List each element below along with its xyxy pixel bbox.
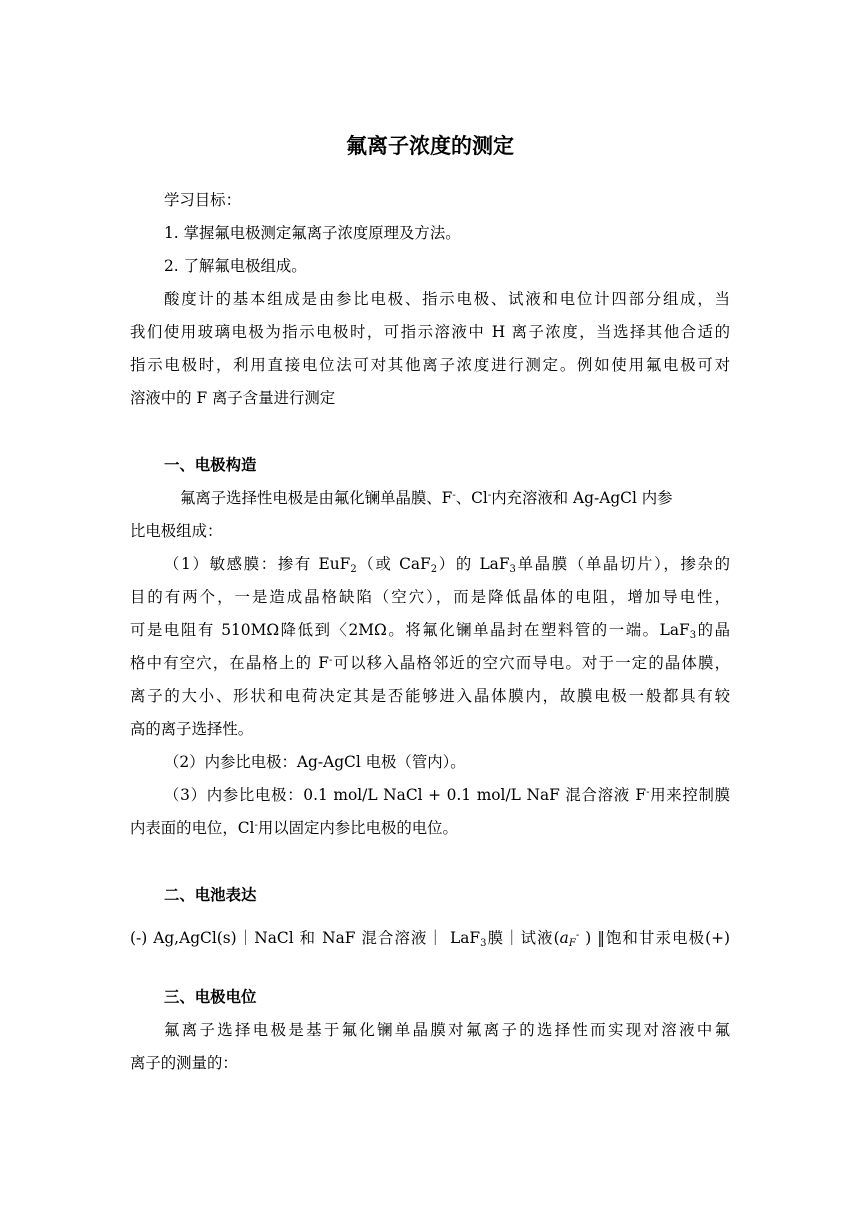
paragraph-line: 内表面的电位，Cl-用以固定内参比电极的电位。	[130, 819, 458, 837]
intro-line: 酸度计的基本组成是由参比电极、指示电极、试液和电位计四部分组成，当	[164, 290, 730, 308]
paragraph-line: 氟离子选择电极是基于氟化镧单晶膜对氟离子的选择性而实现对溶液中氟	[164, 1021, 730, 1039]
paragraph-line: 比电极组成：	[130, 522, 223, 540]
paragraph-line: 可是电阻有 510MΩ降低到〈2MΩ。将氟化镧单晶封在塑料管的一端。LaF$_3$的晶	[130, 621, 730, 641]
section-heading: 二、电池表达	[164, 886, 257, 904]
objectives-heading: 学习目标：	[164, 191, 241, 209]
intro-line: 溶液中的 F 离子含量进行测定	[130, 389, 336, 407]
intro-line: 指示电极时，利用直接电位法可对其他离子浓度进行测定。例如使用氟电极可对	[130, 356, 730, 374]
paragraph-line: （3）内参比电极：0.1 mol/L NaCl + 0.1 mol/L NaF 混合溶液 F-用来控制膜	[164, 786, 730, 804]
objective-item: 1. 掌握氟电极测定氟离子浓度原理及方法。	[164, 224, 461, 242]
paragraph-line: 格中有空穴，在晶格上的 F-可以移入晶格邻近的空穴而导电。对于一定的晶体膜，	[130, 654, 730, 672]
paragraph-line: 目的有两个，一是造成晶格缺陷（空穴），而是降低晶体的电阻，增加导电性，	[130, 588, 730, 606]
page-title: 氟离子浓度的测定	[346, 134, 514, 158]
section-heading: 一、电极构造	[164, 456, 257, 474]
paragraph-line: 离子的大小、形状和电荷决定其是否能够进入晶体膜内，故膜电极一般都具有较	[130, 687, 730, 705]
intro-line: 我们使用玻璃电极为指示电极时，可指示溶液中 H 离子浓度，当选择其他合适的	[130, 323, 730, 341]
paragraph-line: （1）敏感膜：掺有 EuF$_2$（或 CaF$_2$）的 LaF$_3$单晶膜（单晶切片），掺杂的	[164, 555, 730, 575]
paragraph-line: （2）内参比电极：Ag-AgCl 电极（管内）。	[164, 753, 466, 771]
paragraph-line: 离子的测量的：	[130, 1054, 238, 1072]
cell-notation: (-) Ag,AgCl(s)｜NaCl 和 NaF 混合溶液｜ LaF$_3$膜｜试液($a_F^-$ ) ‖饱和甘汞电极(+)	[130, 929, 731, 949]
paragraph-line: 氟离子选择性电极是由氟化镧单晶膜、F-、Cl-内充溶液和 Ag-AgCl 内参	[180, 489, 673, 507]
paragraph-line: 高的离子选择性。	[130, 720, 254, 738]
objective-item: 2. 了解氟电极组成。	[164, 257, 307, 275]
section-heading: 三、电极电位	[164, 988, 257, 1006]
